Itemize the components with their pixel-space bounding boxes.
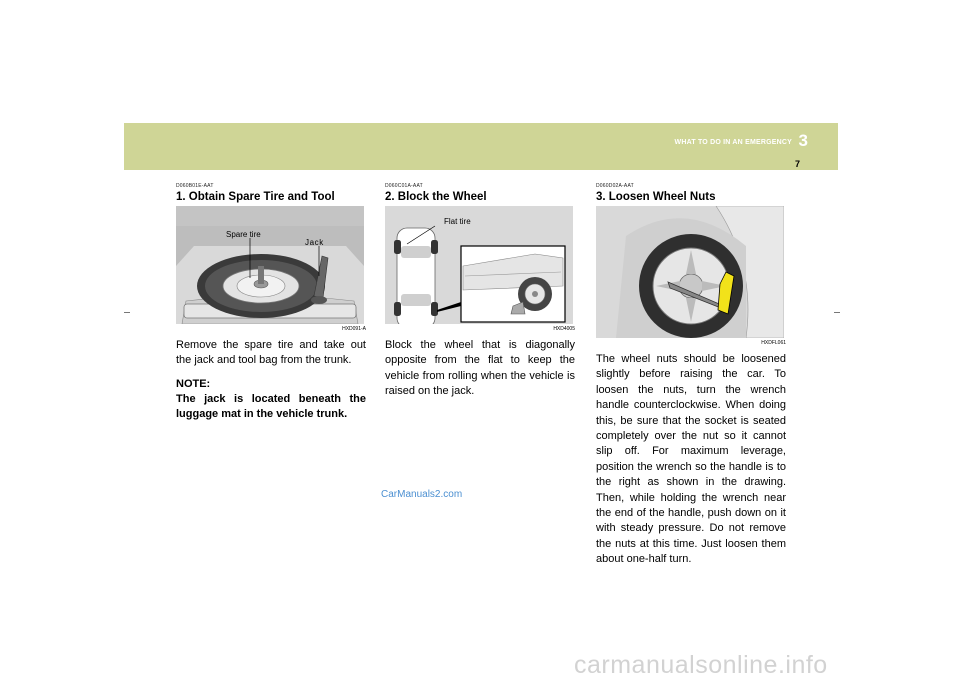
- section-code: D060C01A-AAT: [385, 183, 423, 189]
- figure-code: HXD091-A: [342, 326, 366, 332]
- figure-code: HXD4005: [553, 326, 575, 332]
- section-heading: 3. Loosen Wheel Nuts: [596, 191, 716, 203]
- section-spare-tire: [176, 183, 366, 423]
- wheel-nut-illustration: [596, 206, 784, 338]
- section-code: D060D02A-AAT: [596, 183, 634, 189]
- wheel-nut-figure: [596, 206, 784, 338]
- crop-mark-left: [124, 312, 130, 313]
- label-spare-tire: Spare tire: [226, 230, 261, 239]
- figure-code: HXDFL061: [761, 340, 786, 346]
- watermark-carmanualsonline: carmanualsonline.info: [574, 651, 828, 679]
- block-wheel-figure: [385, 206, 573, 324]
- trunk-illustration: [176, 206, 364, 324]
- section-heading: 1. Obtain Spare Tire and Tool: [176, 191, 335, 203]
- chapter-header-band: [124, 123, 838, 170]
- section-body: Block the wheel that is diagonally opposite from the flat to keep the vehicle from rolling when the vehicle is raised on the jack.: [385, 339, 575, 398]
- section-body: The wheel nuts should be loosened slightly before raising the car. To loosen the nuts, turn the wrench handle counterclockwise. When doing this, be sure that the socket is seated completely over the nut so it cannot slip off. For maximum leverage, position the wrench so the handle is to the right as shown in the drawing. Then, while holding the wrench near the end of the handle, push down on it with steady pressure. Do not remove the nuts at this time. Just loosen them about one-half turn.: [596, 353, 786, 566]
- chapter-number: 3: [798, 131, 808, 150]
- trunk-figure: [176, 206, 364, 324]
- section-heading: 2. Block the Wheel: [385, 191, 487, 203]
- section-code: D060B01E-AAT: [176, 183, 214, 189]
- label-jack: Jack: [305, 238, 324, 247]
- note-label: NOTE:: [176, 377, 211, 390]
- section-loosen-nuts: [596, 183, 786, 568]
- section-block-wheel: [385, 183, 575, 400]
- label-flat-tire: Flat tire: [444, 217, 471, 226]
- block-wheel-illustration: [385, 206, 573, 324]
- chapter-title: WHAT TO DO IN AN EMERGENCY: [674, 139, 792, 146]
- note-text: The jack is located beneath the luggage mat in the vehicle trunk.: [176, 392, 366, 421]
- section-body: Remove the spare tire and take out the jack and tool bag from the trunk.: [176, 339, 366, 367]
- page-number: 7: [795, 159, 801, 169]
- crop-mark-right: [834, 312, 840, 313]
- watermark-carmanuals2[interactable]: CarManuals2.com: [381, 489, 463, 500]
